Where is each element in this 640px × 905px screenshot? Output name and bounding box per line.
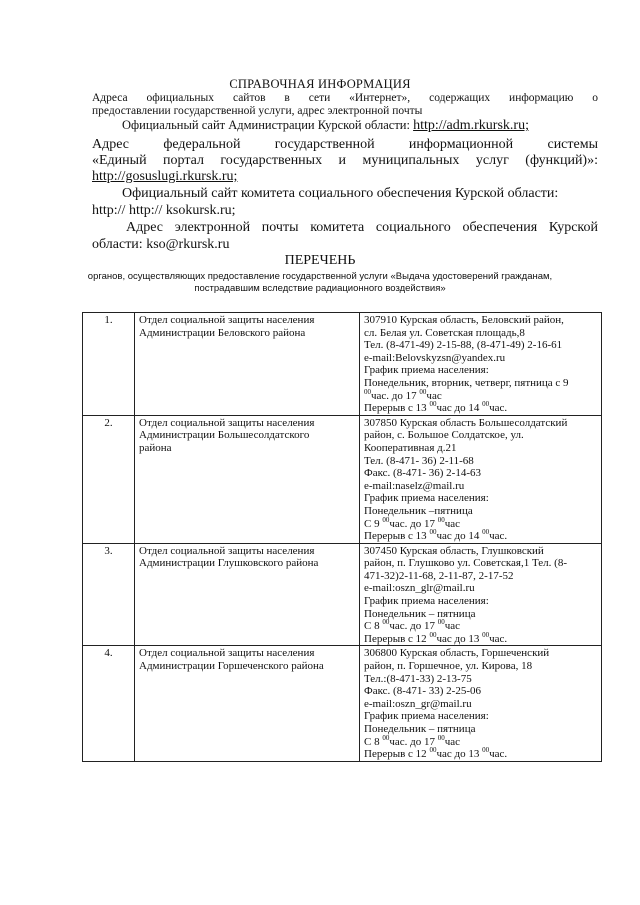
portal-link[interactable]: http://gosuslugi.rkursk.ru; <box>92 169 238 184</box>
phone: Тел. (8-471- 36) 2-11-68 <box>364 454 474 467</box>
phone: Тел.:(8-471-33) 2-13-75 <box>364 672 472 685</box>
email: e-mail:Belovskyzsn@yandex.ru <box>364 351 506 364</box>
fax: Факс. (8-471- 33) 2-25-06 <box>364 685 482 698</box>
schedule-break: Перерыв с 13 $^{00}$час до 14 $^{00}$час. <box>364 400 508 415</box>
schedule-break: Перерыв с 13 $^{00}$час до 14 $^{00}$час. <box>364 528 508 543</box>
committee-email-text: области: kso@rkursk.ru <box>92 237 230 252</box>
schedule-hours: С 8 $^{00}$час. до 17 $^{00}$час <box>364 618 461 633</box>
contact-info <box>360 313 602 416</box>
phone: Тел. (8-471-49) 2-15-88, (8-471-49) 2-16-61 <box>364 339 563 352</box>
schedule-days: Понедельник – пятница <box>364 723 476 735</box>
admin-site-row <box>122 118 628 134</box>
schedule-days: Понедельник – пятница <box>364 607 476 620</box>
address: 471-32)2-11-68, 2-11-87, 2-17-52 <box>364 569 514 582</box>
address: район, п. Глушково ул. Советская,1 Тел. (8- <box>364 557 567 570</box>
address: 307450 Курская область, Глушковский <box>364 544 544 557</box>
org-name: Отдел социальной защиты населения Администрации Горшеченского района <box>135 646 360 761</box>
org-name: Отдел социальной защиты населения Администрации Глушковского района <box>135 543 360 646</box>
row-number: 3. <box>83 543 135 646</box>
fax: Факс. (8-471- 36) 2-14-63 <box>364 467 482 480</box>
address: 306800 Курская область, Горшеченский <box>364 647 550 660</box>
portal-text: Адрес федеральной государственной информационной системы <box>92 137 598 152</box>
address: 307850 Курская область Большесолдатский <box>364 416 568 429</box>
committee-site-text: Официальный сайт комитета социального обеспечения Курской области: <box>122 186 559 201</box>
address: 307910 Курская область, Беловский район, <box>364 314 564 326</box>
schedule-hours: С 9 $^{00}$час. до 17 $^{00}$час <box>364 515 461 530</box>
schedule-hours: $^{00}$час. до 17 $^{00}$час <box>364 387 442 402</box>
intro-text: предоставлении государственной услуги, адрес электронной почты <box>92 105 423 117</box>
schedule-title: График приема населения: <box>364 595 489 608</box>
address: район, п. Горшечное, ул. Кирова, 18 <box>364 660 533 673</box>
list-title: ПЕРЕЧЕНЬ <box>284 253 356 268</box>
schedule-title: График приема населения: <box>364 710 489 723</box>
org-name: Отдел социальной защиты населения Администрации Беловского района <box>135 313 360 416</box>
admin-site-label: Официальный сайт Администрации Курской области: <box>122 118 410 132</box>
list-subtitle: пострадавшим вследствие радиационного воздействия» <box>194 283 446 294</box>
committee-email-text: Адрес электронной почты комитета социального обеспечения Курской <box>126 220 598 235</box>
email: e-mail:oszn_glr@mail.ru <box>364 582 475 595</box>
org-name: Отдел социальной защиты населения Администрации Большесолдатского района <box>135 415 360 543</box>
schedule-title: График приема населения: <box>364 492 489 505</box>
contact-info <box>360 415 602 543</box>
email: e-mail:naselz@mail.ru <box>364 479 465 492</box>
admin-site-link[interactable]: http://adm.rkursk.ru; <box>413 118 529 133</box>
list-subtitle: органов, осуществляющих предоставление государственной услуги «Выдача удостоверений гражданам, <box>87 271 553 282</box>
row-number: 4. <box>83 646 135 761</box>
schedule-break: Перерыв с 12 $^{00}$час до 13 $^{00}$час. <box>364 630 508 645</box>
intro-text: Адреса официальных сайтов в сети «Интернет», содержащих информацию о <box>92 92 598 104</box>
portal-text: «Единый портал государственных и муниципальных услуг (функций)»: <box>92 153 598 168</box>
organizations-table <box>82 312 602 762</box>
table-row <box>83 646 602 761</box>
row-number: 2. <box>83 415 135 543</box>
contact-info <box>360 646 602 761</box>
contact-info <box>360 543 602 646</box>
schedule-title: График приема населения: <box>364 364 489 377</box>
address: сл. Белая ул. Советская площадь,8 <box>364 326 525 339</box>
table-row <box>83 415 602 543</box>
schedule-days: Понедельник –пятница <box>364 504 473 517</box>
address: район, с. Большое Солдатское, ул. <box>364 429 524 442</box>
table-row <box>83 543 602 646</box>
schedule-days: Понедельник, вторник, четверг, пятница с 9 <box>364 376 569 389</box>
schedule-break: Перерыв с 12 $^{00}$час до 13 $^{00}$час. <box>364 746 508 761</box>
committee-site-link[interactable]: http:// http:// ksokursk.ru; <box>92 203 236 218</box>
table-row <box>83 313 602 416</box>
address: Кооперативная д.21 <box>364 441 457 454</box>
email: e-mail:oszn_gr@mail.ru <box>364 697 472 710</box>
schedule-hours: С 8 $^{00}$час. до 17 $^{00}$час <box>364 733 461 748</box>
page-title: СПРАВОЧНАЯ ИНФОРМАЦИЯ <box>229 77 411 91</box>
row-number: 1. <box>83 313 135 416</box>
